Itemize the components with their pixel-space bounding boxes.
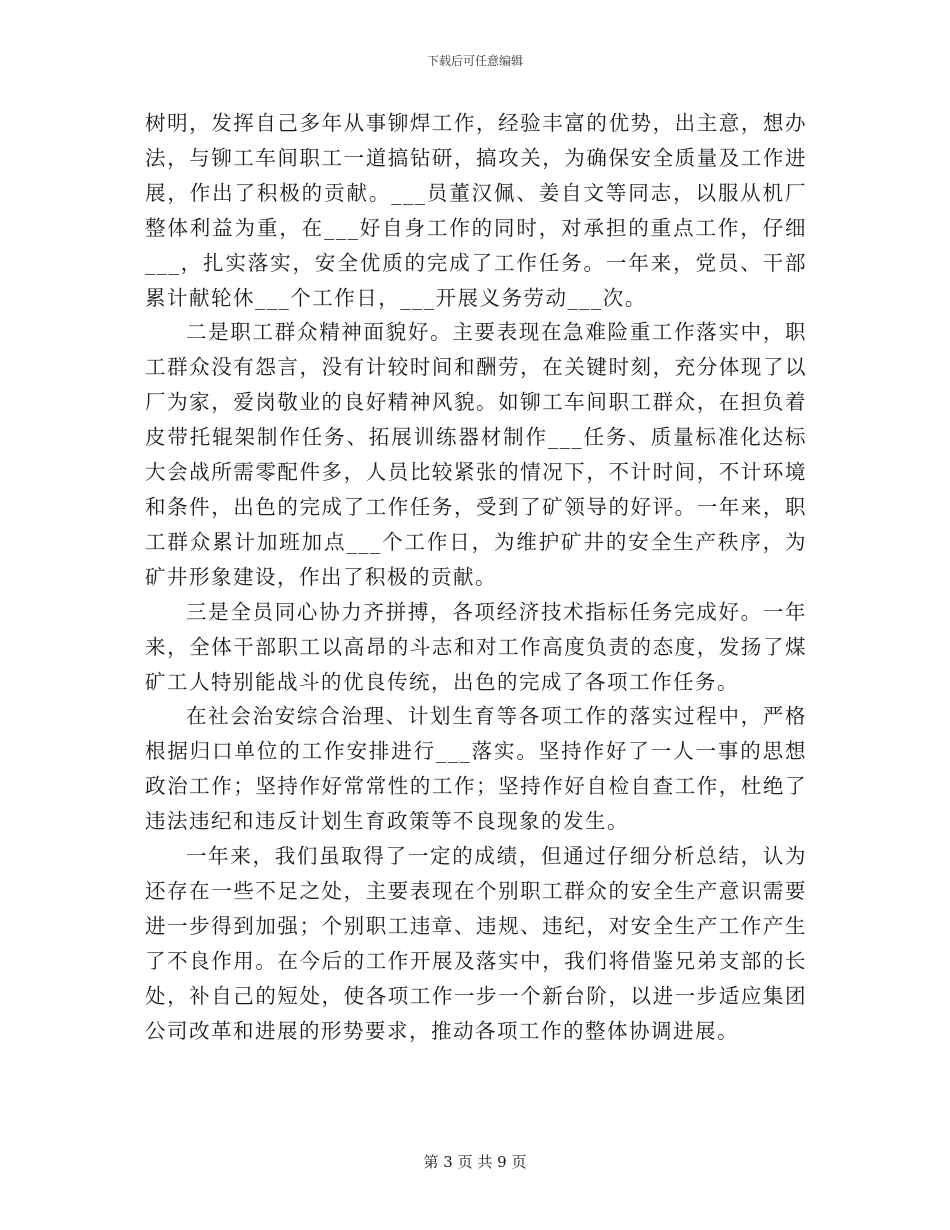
paragraph-public-security: 在社会治安综合治理、计划生育等各项工作的落实过程中，严格根据归口单位的工作安排进行___落实。坚持作好了一人一事的思想政治工作；坚持作好常常性的工作；坚持作好自检自查工作，杜绝了违法违纪和违反计划生育政策等不良现象的发生。 bbox=[145, 704, 807, 834]
paragraph-spirit: 二是职工群众精神面貌好。主要表现在急难险重工作落实中，职工群众没有怨言，没有计较时间和酬劳，在关键时刻，充分体现了以厂为家，爱岗敬业的良好精神风貌。如铆工车间职工群众，在担负着皮带托辊架制作任务、拓展训练器材制作___任务、质量标准化达标大会战所需零配件多，人员比较紧张的情况下，不计时间，不计环境和条件，出色的完成了工作任务，受到了矿领导的好评。一年来，职工群众累计加班加点___个工作日，为维护矿井的安全生产秩序，为矿井形象建设，作出了积极的贡献。 bbox=[145, 320, 807, 589]
page-header-note: 下载后可任意编辑 bbox=[426, 54, 523, 68]
page-number: 第 3 页 共 9 页 bbox=[423, 1153, 527, 1171]
document-body bbox=[145, 106, 807, 1048]
paragraph-shortcomings: 一年来，我们虽取得了一定的成绩，但通过仔细分析总结，认为还存在一些不足之处，主要表现在个别职工群众的安全生产意识需要进一步得到加强；个别职工违章、违规、违纪，对安全生产工作产生了不良作用。在今后的工作开展及落实中，我们将借鉴兄弟支部的长处，补自己的短处，使各项工作一步一个新台阶，以进一步适应集团公司改革和进展的形势要求，推动各项工作的整体协调进展。 bbox=[145, 844, 807, 1043]
paragraph-continued: 树明，发挥自己多年从事铆焊工作，经验丰富的优势，出主意，想办法，与铆工车间职工一道搞钻研，搞攻关，为确保安全质量及工作进展，作出了积极的贡献。___员董汉佩、姜自文等同志，以服从机厂整体利益为重，在___好自身工作的同时，对承担的重点工作，仔细___，扎实落实，安全优质的完成了工作任务。一年来，党员、干部累计献轮休___个工作日，___开展义务劳动___次。 bbox=[145, 111, 807, 310]
paragraph-targets: 三是全员同心协力齐拼搏，各项经济技术指标任务完成好。一年来，全体干部职工以高昂的斗志和对工作高度负责的态度，发扬了煤矿工人特别能战斗的优良传统，出色的完成了各项工作任务。 bbox=[145, 599, 807, 694]
